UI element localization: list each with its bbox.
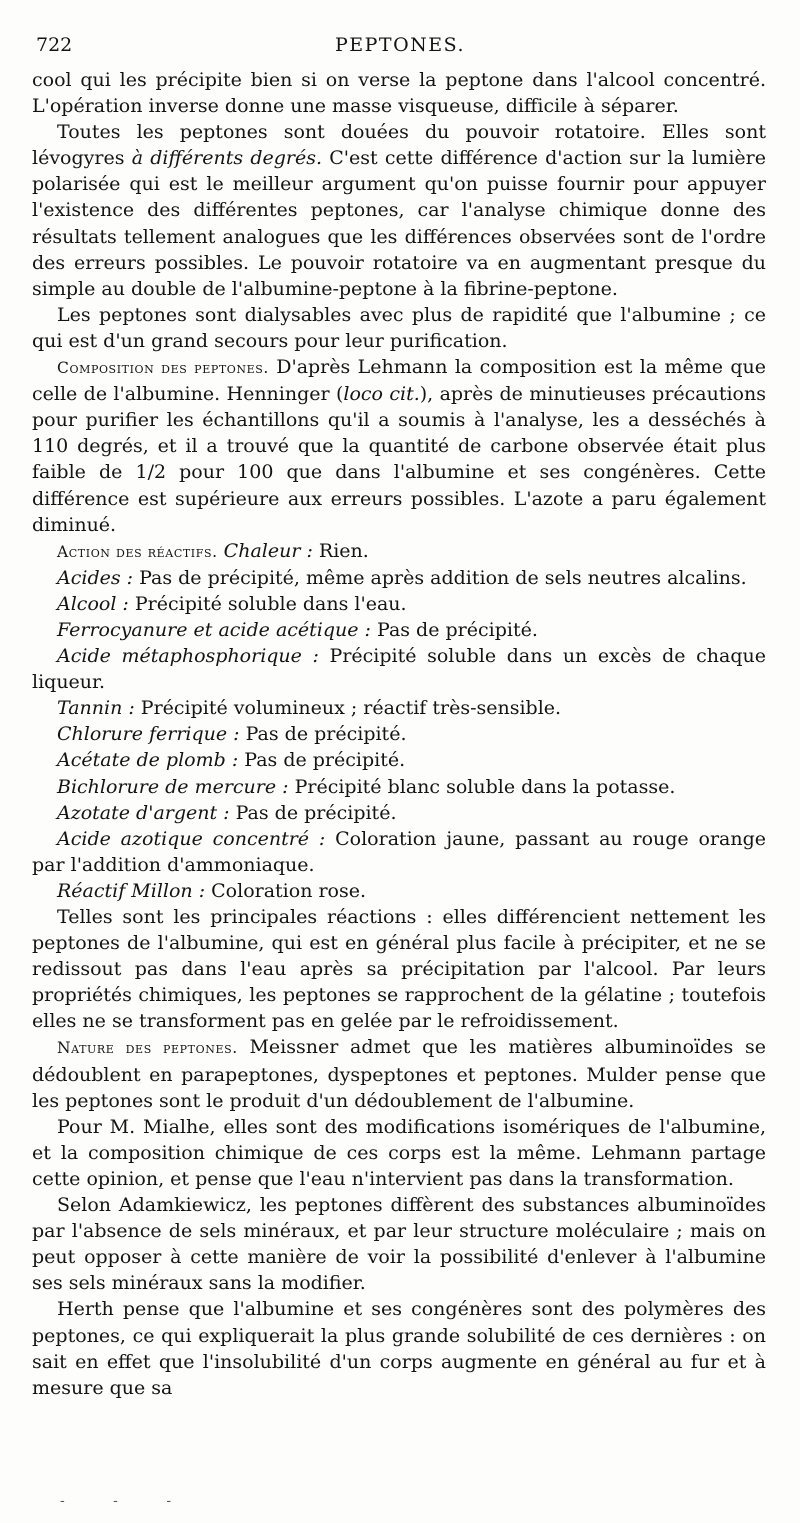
reagent-name: Chlorure ferrique :	[57, 723, 240, 746]
reagent-name: Acides :	[57, 566, 134, 589]
reaction-result: Précipité soluble dans un excès de chaque liqueur.	[32, 645, 766, 694]
emphasis-text: à différents degrés.	[131, 147, 323, 170]
reaction-item	[32, 878, 766, 904]
section-heading-nature: Nature des peptones.	[57, 1039, 238, 1058]
paragraph-herth: Herth pense que l'albumine et ses congénères sont des polymères des peptones, ce qui expliquerait la plus grande solubilité de ces dernières : on sait en effet que l'insolubilité d'un corps augmente en général au fur et à mesure que sa	[32, 1298, 766, 1399]
reagent-name: Acide métaphosphorique :	[57, 645, 319, 668]
section-heading-composition: Composition des peptones.	[57, 359, 269, 378]
page-body	[32, 67, 766, 1401]
reagent-name: Tannin :	[57, 697, 135, 720]
page-number: 722	[36, 34, 73, 56]
reaction-item	[32, 565, 766, 591]
paragraph-continuation: cool qui les précipite bien si on verse la peptone dans l'alcool concentré. L'opération inverse donne une masse visqueuse, difficile à séparer.	[32, 69, 766, 118]
reaction-result: Précipité soluble dans l'eau.	[128, 592, 407, 615]
paragraph-summary: Telles sont les principales réactions : elles différencient nettement les peptones de l'albumine, qui est en général plus facile à précipiter, et ne se redissout pas dans l'eau après sa précipitation par l'alcool. Par leurs propriétés chimiques, les peptones se rapprochent de la gélatine ; toutefois elles ne se transforment pas en gelée par le refroidissement.	[32, 906, 766, 1033]
reagent-name: Chaleur :	[223, 539, 313, 562]
reaction-result: Pas de précipité.	[229, 801, 397, 824]
reaction-result: Rien.	[312, 539, 369, 562]
reagent-name: Ferrocyanure et acide acétique :	[57, 618, 371, 641]
reaction-item	[32, 774, 766, 800]
page-smudge-marks: - - -	[60, 1493, 194, 1509]
paragraph-reactions-heading	[32, 538, 766, 565]
reaction-result: Coloration jaune, passant au rouge orange par l'addition d'ammoniaque.	[32, 827, 766, 876]
reaction-result: Coloration rose.	[205, 879, 367, 902]
paragraph-text: Meissner admet que les matières albuminoïdes se dédoublent en parapeptones, dyspeptones et peptones. Mulder pense que les peptones sont le produit d'un dédoublement de l'albumine.	[32, 1036, 766, 1112]
reagent-name: Acétate de plomb :	[57, 749, 239, 772]
reaction-item	[32, 643, 766, 695]
reagent-name: Alcool :	[57, 592, 129, 615]
citation-reference: loco cit.	[343, 383, 420, 406]
reaction-item	[32, 826, 766, 878]
reaction-item	[32, 695, 766, 721]
paragraph-mialhe: Pour M. Mialhe, elles sont des modifications isomériques de l'albumine, et la composition chimique de ces corps est la même. Lehmann partage cette opinion, et pense que l'eau n'intervient pas dans la transformation.	[32, 1115, 766, 1190]
page-header	[36, 32, 764, 56]
paragraph-dialysis: Les peptones sont dialysables avec plus de rapidité que l'albumine ; ce qui est d'un grand secours pour leur purification.	[32, 303, 766, 352]
reaction-result: Précipité volumineux ; réactif très-sensible.	[134, 697, 562, 720]
reaction-list	[32, 565, 766, 904]
reaction-result: Pas de précipité.	[370, 618, 538, 641]
paragraph-composition	[32, 354, 766, 538]
reagent-name: Acide azotique concentré :	[57, 827, 326, 850]
reaction-result: Pas de précipité.	[238, 749, 406, 772]
paragraph-text: D'après Lehmann la composition est la même que celle de l'albumine. Henninger (	[32, 356, 767, 406]
reaction-item	[32, 800, 766, 826]
reagent-name: Réactif Millon :	[57, 879, 206, 902]
reaction-item	[32, 591, 766, 617]
reaction-item	[32, 721, 766, 747]
paragraph-text: Toutes les peptones sont douées du pouvoir rotatoire. Elles sont lévogyres	[32, 121, 766, 170]
reaction-item	[32, 617, 766, 643]
paragraph-rotatory-power	[32, 119, 766, 302]
paragraph-adamkiewicz: Selon Adamkiewicz, les peptones diffèrent des substances albuminoïdes par l'absence de sels minéraux, et par leur structure moléculaire ; mais on peut opposer à cette manière de voir la possibilité d'enlever à l'albumine ses sels minéraux sans la modifier.	[32, 1194, 766, 1295]
reaction-result: Précipité blanc soluble dans la potasse.	[288, 775, 676, 798]
reagent-name: Azotate d'argent :	[57, 801, 230, 824]
paragraph-nature	[32, 1034, 766, 1113]
paragraph-text: ), après de minutieuses précautions pour purifier les échantillons qu'il a soumis à l'analyse, les a desséchés à 110 degrés, et il a trouvé que la quantité de carbone observée était plus faible de 1/2 pour 100 que dans l'albumine et ses congénères. Cette différence est supérieure aux erreurs possibles. L'azote a paru également diminué.	[32, 383, 766, 536]
paragraph-text: C'est cette différence d'action sur la lumière polarisée qui est le meilleur argument qu'on puisse fournir pour appuyer l'existence des différentes peptones, car l'analyse chimique donne des résultats tellement analogues que les différences observées sont de l'ordre des erreurs possibles. Le pouvoir rotatoire va en augmentant presque du simple au double de l'albumine-peptone à la fibrine-peptone.	[32, 147, 766, 300]
reaction-result: Pas de précipité.	[239, 723, 407, 746]
reagent-name: Bichlorure de mercure :	[57, 775, 289, 798]
running-title: PEPTONES.	[334, 34, 466, 56]
section-heading-reactions: Action des réactifs.	[57, 542, 218, 561]
reaction-result: Pas de précipité, même après addition de sels neutres alcalins.	[133, 566, 747, 589]
reaction-item	[32, 747, 766, 773]
